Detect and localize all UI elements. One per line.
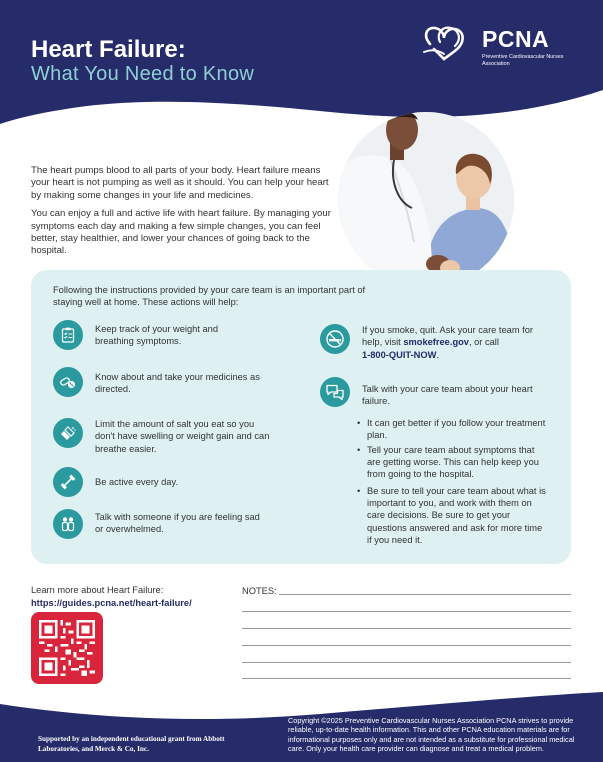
action-item-care-team	[320, 377, 555, 408]
qr-code[interactable]	[31, 612, 103, 684]
page-title: Heart Failure:	[31, 36, 186, 63]
doctor-patient-photo	[338, 112, 514, 288]
notes-line[interactable]	[279, 594, 571, 595]
page-subtitle: What You Need to Know	[31, 63, 255, 85]
header-banner	[0, 0, 603, 135]
learn-more	[31, 584, 192, 610]
logo-subtitle: Preventive Cardiovascular Nurses Association	[482, 54, 564, 67]
action-text-medicines: Know about and take your medicines as directed.	[95, 372, 260, 395]
pills-icon	[53, 367, 83, 397]
heart-logo-icon	[420, 22, 478, 62]
smoking-text-b: , or call	[468, 337, 499, 348]
action-text-weight: Keep track of your weight and breathing symptoms.	[95, 324, 218, 347]
qr-code-icon	[39, 620, 95, 676]
action-text-salt: Limit the amount of salt you eat so you don't have swelling or weight gain and can breathe easier.	[95, 419, 270, 454]
learn-more-link[interactable]: https://guides.pcna.net/heart-failure/	[31, 598, 192, 608]
people-icon	[53, 509, 83, 539]
action-text-care-team: Talk with your care team about your heart failure.	[362, 384, 533, 407]
action-text-smoking	[362, 324, 542, 361]
chat-bubbles-icon	[320, 377, 350, 407]
smokefree-link[interactable]: smokefree.gov	[403, 337, 469, 348]
care-team-bullet: • It can get better if you follow your treatment plan.	[367, 417, 547, 441]
notes-line[interactable]	[242, 611, 571, 612]
action-item-salt	[53, 418, 313, 455]
action-item-weight	[53, 320, 313, 350]
logo-wordmark: PCNA	[482, 26, 550, 52]
action-text-talk-someone: Talk with someone if you are feeling sad or overwhelmed.	[95, 512, 260, 535]
clipboard-icon	[53, 320, 83, 350]
care-team-bullet: • Tell your care team about symptoms that are getting worse. This can help keep you from going to the hospital.	[367, 444, 547, 481]
learn-more-label: Learn more about Heart Failure:	[31, 585, 164, 595]
copyright-text: Copyright ©2025 Preventive Cardiovascular Nurses Association PCNA strives to provide reliable, up-to-date health information. This and other PCNA education materials are for informational purposes only and are not intended as a substitute for professional medical care. Only your health care provider can diagnose and treat a medical problem.	[288, 716, 575, 754]
quit-phone-number: 1-800-QUIT-NOW	[362, 349, 437, 360]
action-item-talk-someone	[53, 509, 313, 539]
intro-paragraph-2: You can enjoy a full and active life with heart failure. By managing your symptoms each day and making a few simple changes, you can feel better, stay healthier, and lower your chances of going back to the hospital.	[31, 208, 331, 257]
intro-text	[31, 165, 331, 264]
actions-intro: Following the instructions provided by your care team is an important part of staying well at home. These actions will help:	[53, 285, 366, 308]
notes-line[interactable]	[242, 678, 571, 679]
smoking-text-a: If you smoke, quit. Ask your care team for help, visit	[362, 325, 534, 348]
no-smoking-icon	[320, 324, 350, 354]
notes-line[interactable]	[242, 662, 571, 663]
dumbbell-icon	[53, 467, 83, 497]
notes-line[interactable]	[242, 645, 571, 646]
intro-paragraph-1: The heart pumps blood to all parts of your body. Heart failure means your heart is not pumping as well as it should. You can help your heart by making some changes in your life and medicines.	[31, 165, 329, 201]
notes-line[interactable]	[242, 628, 571, 629]
action-item-active	[53, 467, 313, 497]
care-team-bullet: • Be sure to tell your care team about what is important to you, and work with them on care decisions. Be sure to get your questions answered and ask for more time if you need it.	[367, 485, 547, 546]
action-item-medicines	[53, 367, 313, 397]
notes-label: NOTES:	[242, 586, 277, 596]
smoking-text-c: .	[436, 349, 439, 360]
grant-support-text: Supported by an independent educational grant from Abbott Laboratories, and Merck & Co, Inc.	[38, 735, 225, 753]
pcna-logo	[420, 22, 580, 72]
action-item-smoking	[320, 324, 555, 361]
action-text-active: Be active every day.	[95, 477, 179, 487]
salt-shaker-icon	[53, 418, 83, 448]
